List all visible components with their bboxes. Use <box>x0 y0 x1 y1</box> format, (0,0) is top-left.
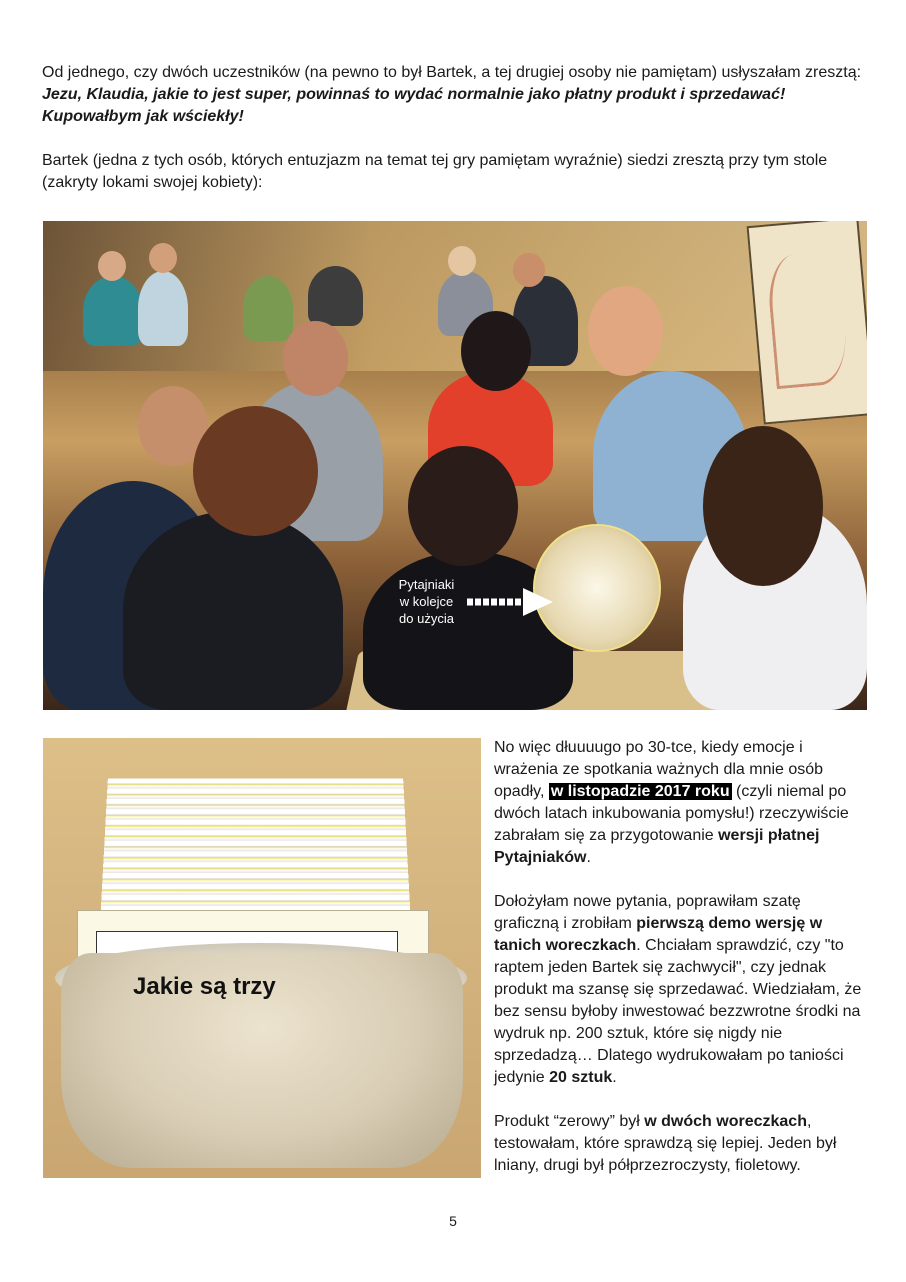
curly-hair-head <box>193 406 318 536</box>
intro-quote: Jezu, Klaudia, jakie to jest super, powinnaś to wydać normalnie jako płatny produkt i sprzedawać! Kupowałbym jak wściekły! <box>42 86 786 125</box>
caption-line: w kolejce <box>399 594 454 609</box>
photo-head <box>513 253 545 287</box>
photo-head <box>703 426 823 586</box>
photo-head <box>408 446 518 566</box>
text-run: . <box>612 1069 617 1086</box>
intro-text: Od jednego, czy dwóch uczestników (na pewno to był Bartek, a tej drugiej osoby nie pamiętam) usłyszałam zresztą: <box>42 64 862 81</box>
bold-run: wersji płatnej Pytajniaków <box>494 827 820 866</box>
photo-head <box>588 286 663 376</box>
text-run: No więc dłuuuugo po 30-tce, kiedy emocje i wrażenia ze spotkania ważnych dla mnie osób opadły, <box>494 739 824 800</box>
bold-run: pierwszą demo wersję w tanich woreczkach <box>494 915 823 954</box>
paragraph-bags <box>494 1111 864 1177</box>
wall-map-poster <box>747 221 867 425</box>
photo-head <box>461 311 531 391</box>
text-run: . Chciałam sprawdzić, czy "to raptem jeden Bartek się zachwycił", czy jednak produkt ma szansę się sprzedawać. Wiedziałam, że bez sensu byłoby inwestować bezzwrotne środki na wydruk np. 200 sztuk, które się nigdy nie sprzedadzą… Dlatego wydrukowałam po taniości jedynie <box>494 937 862 1086</box>
intro-paragraph <box>42 62 862 128</box>
date-highlight: w listopadzie 2017 roku <box>550 783 730 800</box>
photo-person <box>123 511 343 710</box>
text-run: (czyli niemal po dwóch latach inkubowania pomysłu!) rzeczywiście zabrałam się za przygotowanie <box>494 783 849 844</box>
text-run: . <box>586 849 591 866</box>
photo-head <box>283 321 348 396</box>
paragraph-november <box>494 737 864 869</box>
text-run: Dołożyłam nowe pytania, poprawiłam szatę graficzną i zrobiłam <box>494 893 801 932</box>
photo-person <box>308 266 363 326</box>
bartek-text: Bartek (jedna z tych osób, których entuzjazm na temat tej gry pamiętam wyraźnie) siedzi zresztą przy tym stole (zakryty lokami swojej kobiety): <box>42 152 828 191</box>
card-question-text: Jakie są trzy <box>133 973 276 1000</box>
cards-bag-photo <box>43 738 481 1178</box>
caption-line: do użycia <box>399 611 454 626</box>
text-run: Produkt “zerowy” był <box>494 1113 645 1130</box>
photo-person <box>83 276 143 346</box>
photo-head <box>448 246 476 276</box>
photo-person <box>138 271 188 346</box>
bold-run: 20 sztuk <box>549 1069 613 1086</box>
photo-person <box>243 276 293 341</box>
photo-head <box>98 251 126 281</box>
photo-head <box>149 243 177 273</box>
text-run: , testowałam, które sprawdzą się lepiej. Jeden był lniany, drugi był półprzezroczysty, fioletowy. <box>494 1113 837 1174</box>
paragraph-demo <box>494 891 864 1089</box>
restaurant-photo <box>43 221 867 710</box>
page-number: 5 <box>449 1213 457 1229</box>
bartek-paragraph <box>42 150 862 194</box>
arrow-right-icon <box>465 586 555 618</box>
photo-caption <box>389 576 464 627</box>
right-column-text <box>494 737 864 1177</box>
caption-line: Pytajniaki <box>398 577 455 592</box>
bold-run: w dwóch woreczkach <box>644 1113 807 1130</box>
